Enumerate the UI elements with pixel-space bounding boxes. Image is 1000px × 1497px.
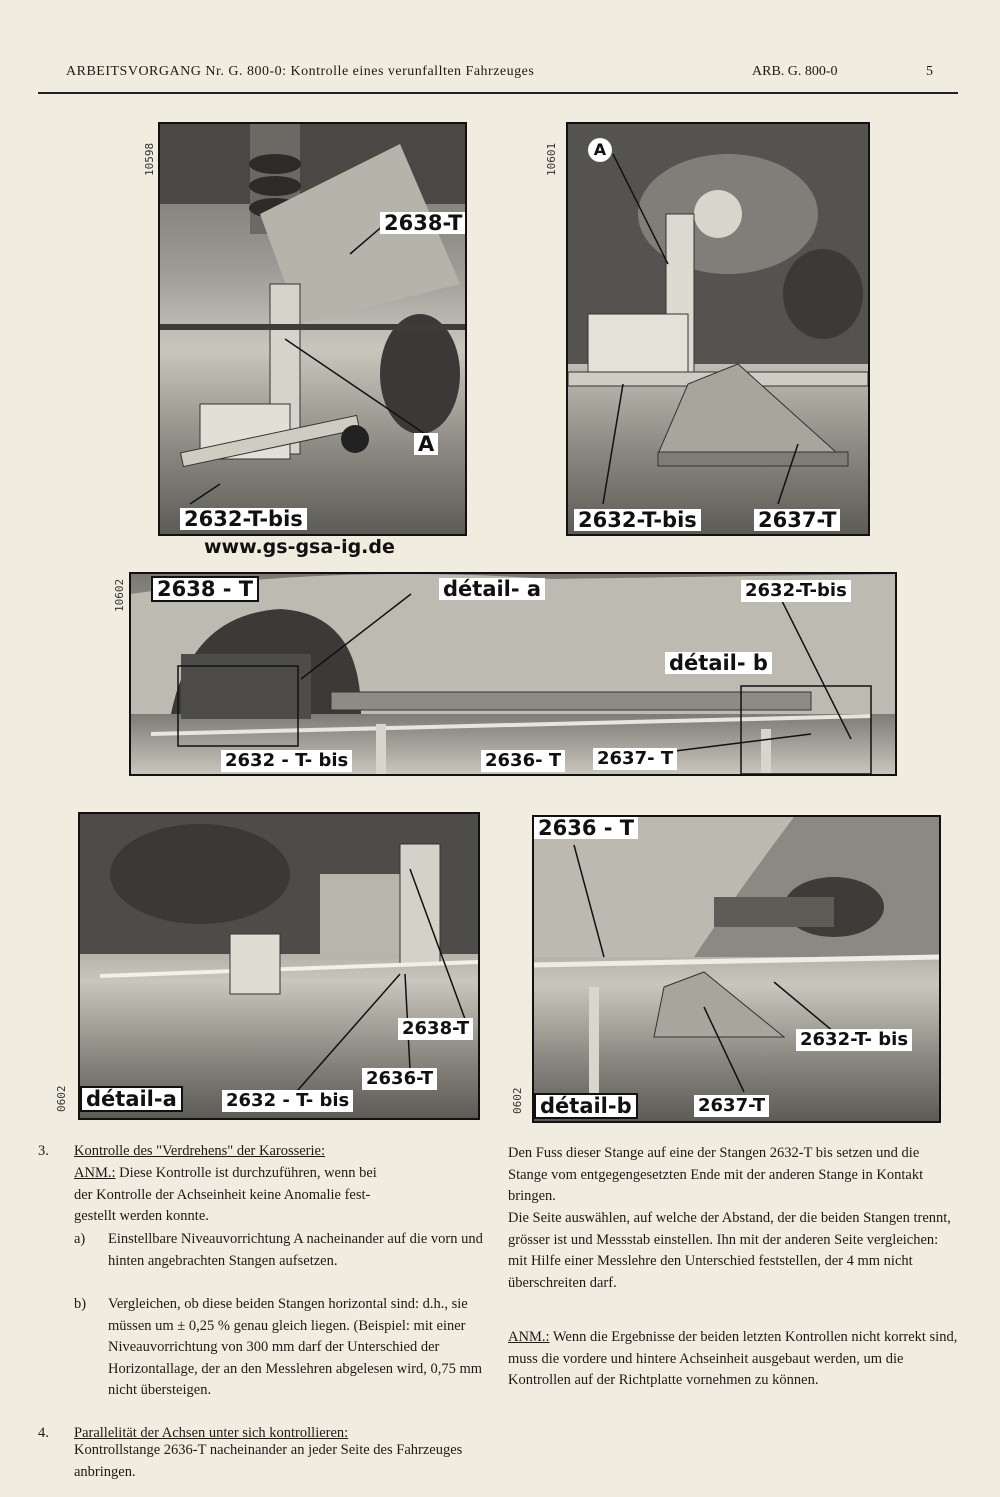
right-paragraph-2: Die Seite auswählen, auf welche der Abstand, der die beiden Stangen trennt, grösser ist und Messstab einstellen. Ihn mit der anderen Seite vergleichen: mit Hilfe einer Messlehre den Unterschied feststellen, der 4 mm nicht überschreiten darf. xyxy=(508,1210,951,1291)
photo-car-side-overview xyxy=(129,572,897,776)
header-title: ARBEITSVORGANG Nr. G. 800-0: Kontrolle eines verunfallten Fahrzeuges xyxy=(66,64,535,79)
section-3-step-b xyxy=(74,1294,494,1424)
section-3-title: Kontrolle des "Verdrehens" der Karosserie: xyxy=(74,1143,326,1159)
page-header xyxy=(0,62,1000,92)
photo-4-label-detail-a: détail-a xyxy=(80,1086,183,1112)
photo-1-label-A: A xyxy=(414,433,438,455)
photo-5-label-2636T: 2636 - T xyxy=(534,817,638,839)
photo-2-label-A: A xyxy=(588,138,612,162)
section-3-note-line-1: Diese Kontrolle ist durchzuführen, wenn bei xyxy=(119,1165,377,1181)
right-note xyxy=(508,1327,960,1392)
photo-1-ref-number: 10598 xyxy=(143,142,156,176)
photo-3-ref-number: 10602 xyxy=(113,578,126,612)
photo-4-label-2632Tbis: 2632 - T- bis xyxy=(222,1090,353,1112)
photo-3-label-2638T: 2638 - T xyxy=(151,576,259,602)
photo-3-label-2637T: 2637- T xyxy=(593,748,677,770)
photo-1-label-2632Tbis: 2632-T-bis xyxy=(180,508,307,530)
right-note-text: Wenn die Ergebnisse der beiden letzten Kontrollen nicht korrekt sind, muss die vordere und hintere Achseinheit ausgebaut werden, um die Kontrollen auf der Richtplatte vornehmen zu können. xyxy=(508,1329,958,1388)
photo-rear-suspension xyxy=(566,122,870,536)
photo-2-ref-number: 10601 xyxy=(545,142,558,176)
photo-2-label-2632Tbis: 2632-T-bis xyxy=(574,509,701,531)
photo-4-label-2638T: 2638-T xyxy=(398,1018,473,1040)
right-note-label: ANM.: xyxy=(508,1329,550,1345)
section-4-number: 4. xyxy=(38,1425,49,1441)
watermark-url: www.gs-gsa-ig.de xyxy=(204,536,395,558)
photo-front-suspension-left xyxy=(158,122,467,536)
header-code: ARB. G. 800-0 xyxy=(752,64,838,79)
photo-1-label-2638T: 2638-T xyxy=(380,212,466,234)
section-4-text: Kontrollstange 2636-T nacheinander an jeder Seite des Fahrzeuges anbringen. xyxy=(74,1442,463,1480)
photo-3-drawing xyxy=(131,574,895,774)
section-3-number: 3. xyxy=(38,1143,49,1159)
step-a-key: a) xyxy=(74,1231,86,1247)
photo-3-label-2632Tbis-top: 2632-T-bis xyxy=(741,580,851,602)
step-b-text: Vergleichen, ob diese beiden Stangen horizontal sind: d.h., sie müssen um ± 0,25 % genau gleich liegen. (Beispiel: mit einer Niveauvorrichtung von 300 mm darf der Unterschied der Horizontallage, der an den Messlehren abgelesen wird, 0,75 mm nicht übersteigen. xyxy=(108,1296,483,1398)
photo-5-drawing xyxy=(534,817,939,1121)
photo-5-ref-number: 0602 xyxy=(511,1087,524,1114)
photo-detail-a xyxy=(78,812,480,1120)
photo-4-ref-number: 0602 xyxy=(55,1085,68,1112)
section-3-note-label: ANM.: xyxy=(74,1165,116,1181)
photo-1-drawing xyxy=(160,124,465,534)
section-3-step-a xyxy=(74,1229,494,1293)
photo-5-label-detail-b: détail-b xyxy=(534,1093,638,1119)
section-4-title: Parallelität der Achsen unter sich kontrollieren: xyxy=(74,1425,349,1441)
page-number: 5 xyxy=(926,64,933,79)
photo-5-label-2637T: 2637-T xyxy=(694,1095,769,1117)
photo-5-label-2632Tbis: 2632-T- bis xyxy=(796,1029,912,1051)
photo-4-label-2636T: 2636-T xyxy=(362,1068,437,1090)
photo-2-label-2637T: 2637-T xyxy=(754,509,840,531)
section-3-note-line-3: gestellt werden konnte. xyxy=(74,1208,209,1224)
photo-2-drawing xyxy=(568,124,868,534)
photo-3-label-detail-b: détail- b xyxy=(665,652,772,674)
photo-3-label-detail-a: détail- a xyxy=(439,578,545,600)
photo-3-label-2636T: 2636- T xyxy=(481,750,565,772)
section-3-note xyxy=(74,1163,494,1228)
header-rule xyxy=(38,92,958,94)
right-paragraph-1: Den Fuss dieser Stange auf eine der Stangen 2632-T bis setzen und die Stange vom entgegengesetzten Ende mit der anderen Stange in Kontakt bringen. xyxy=(508,1145,924,1204)
photo-detail-b xyxy=(532,815,941,1123)
section-3-note-line-2: der Kontrolle der Achseinheit keine Anomalie fest- xyxy=(74,1186,371,1203)
step-b-key: b) xyxy=(74,1296,87,1312)
photo-3-label-2632Tbis-bottom: 2632 - T- bis xyxy=(221,750,352,772)
step-a-text: Einstellbare Niveauvorrichtung A nacheinander auf die vorn und hinten angebrachten Stangen aufsetzen. xyxy=(108,1231,483,1269)
